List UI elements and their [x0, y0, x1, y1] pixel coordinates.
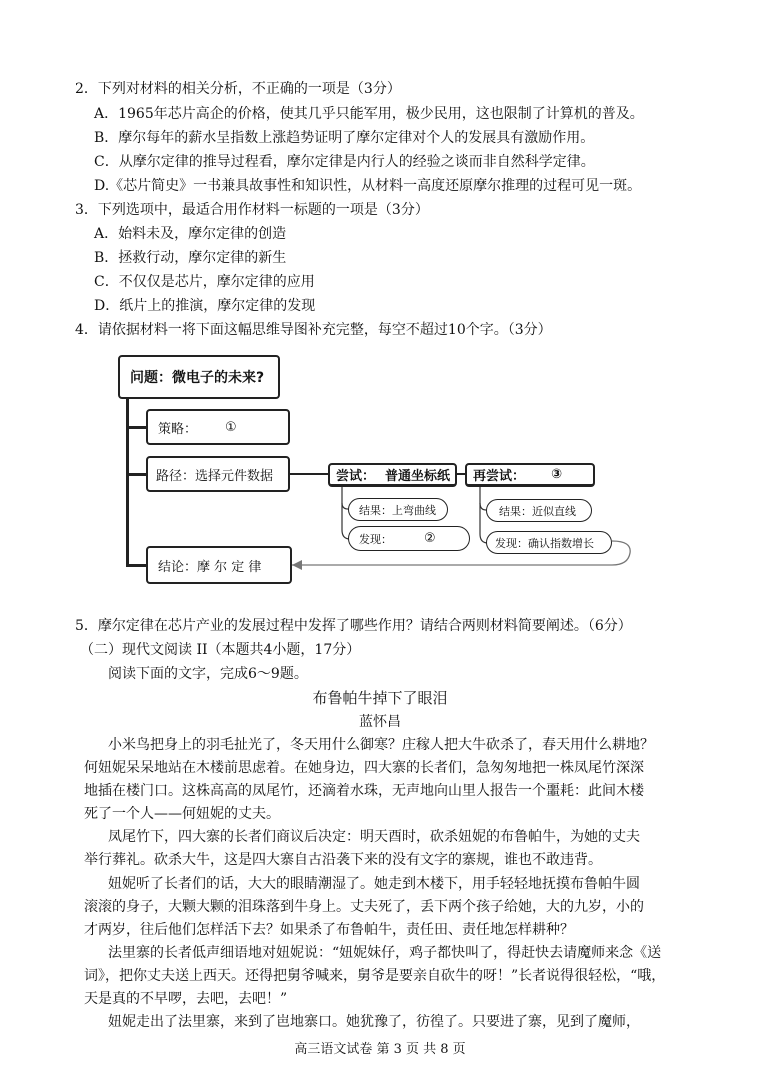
section-heading: （二）现代文阅读 II（本题共4小题，17分）: [80, 642, 361, 658]
find1-label: 发现：: [359, 532, 392, 546]
article-line: 滚滚的身子，大颗大颗的泪珠落到牛身上。丈夫死了，丢下两个孩子给她，大的九岁，小的: [84, 899, 644, 915]
find1-blank-marker: ②: [424, 531, 436, 546]
article-title: 布鲁帕牛掉下了眼泪: [312, 689, 448, 707]
question-4-stem: 4．请依据材料一将下面这幅思维导图补充完整，每空不超过10个字。（3分）: [75, 322, 552, 338]
section-instruction: 阅读下面的文字，完成6～9题。: [108, 666, 308, 682]
article-line: 天是真的不早啰，去吧，去吧！”: [84, 991, 288, 1007]
article-line: 才两岁，往后他们怎样活下去？如果杀了布鲁帕牛，责任田、责任地怎样耕种？: [84, 922, 574, 938]
article-line: 何妞妮呆呆地站在木楼前思虑着。在她身边，四大寨的长者们，急匆匆地把一株凤尾竹深深: [84, 760, 644, 776]
page-footer: 高三语文试卷 第 3 页 共 8 页: [294, 1042, 466, 1057]
article-line: 举行葬礼。砍杀大牛，这是四大寨自古沿袭下来的没有文字的寨规，谁也不敢违背。: [84, 852, 602, 868]
article-line: 妞妮听了长者们的话，大大的眼睛潮湿了。她走到木楼下，用手轻轻地抚摸布鲁帕牛圆: [108, 876, 640, 892]
result2-text: 结果：近似直线: [499, 504, 576, 518]
strategy-label: 策略：: [158, 421, 198, 437]
retry-blank-marker: ③: [551, 467, 563, 482]
question-5-stem: 5．摩尔定律在芯片产业的发展过程中发挥了哪些作用？请结合两则材料简要阐述。（6分）: [75, 618, 632, 634]
article-line: 词》，把你丈夫送上西天。还得把舅爷喊来，舅爷是要亲自砍牛的呀！”长者说得很轻松，“哦，: [84, 968, 666, 984]
strategy-blank-marker: ①: [225, 419, 237, 435]
question-3-option-b: B．拯救行动，摩尔定律的新生: [94, 250, 287, 266]
mindmap-conclusion-box: [146, 546, 292, 584]
mindmap-result2-pill: [486, 499, 592, 522]
mindmap-root-text: 问题：微电子的未来?: [130, 370, 265, 386]
retry-label: 再尝试：: [473, 469, 526, 484]
article-line: 凤尾竹下，四大寨的长者们商议后决定：明天酉时，砍杀妞妮的布鲁帕牛，为她的丈夫: [108, 829, 640, 845]
question-2-stem: 2．下列对材料的相关分析，不正确的一项是（3分）: [75, 81, 401, 97]
try-label: 尝试：: [336, 469, 376, 484]
article-line: 法里寨的长者低声细语地对妞妮说：“妞妮妹仔，鸡子都快叫了，得赶快去请魔师来念《送: [108, 945, 662, 961]
article-line: 地插在楼门口。这株高高的凤尾竹，还滴着水珠，无声地向山里人报告一个噩耗：此间木楼: [84, 783, 644, 799]
path-text: 路径：选择元件数据: [156, 468, 274, 484]
result1-text: 结果：上弯曲线: [359, 503, 436, 517]
question-2-option-c: C．从摩尔定律的推导过程看，摩尔定律是内行人的经验之谈而非自然科学定律。: [94, 154, 595, 170]
question-2-option-a: A．1965年芯片高企的价格，使其几乎只能军用，极少民用，这也限制了计算机的普及。: [94, 106, 644, 122]
question-2-option-b: B．摩尔每年的薪水呈指数上涨趋势证明了摩尔定律对个人的发展具有激励作用。: [94, 130, 595, 146]
question-2-option-d: D.《芯片简史》一书兼具故事性和知识性，从材料一高度还原摩尔推理的过程可见一斑。: [94, 178, 642, 194]
question-3-option-a: A．始料未及，摩尔定律的创造: [94, 226, 287, 242]
conclusion-text: 结论：摩 尔 定 律: [158, 559, 262, 575]
arrow-head-icon: [292, 560, 302, 570]
try-value: 普通坐标纸: [385, 469, 451, 484]
mindmap-result1-pill: [348, 498, 448, 521]
question-3-option-d: D．纸片上的推演，摩尔定律的发现: [94, 298, 316, 314]
article-line: 小米鸟把身上的羽毛扯光了，冬天用什么御寒？庄稼人把大牛砍杀了，春天用什么耕地？: [108, 737, 654, 753]
question-3-stem: 3．下列选项中，最适合用作材料一标题的一项是（3分）: [75, 202, 429, 218]
find2-text: 发现：确认指数增长: [495, 536, 594, 550]
mindmap-find1-pill: [348, 526, 470, 551]
article-author: 蓝怀昌: [359, 714, 401, 730]
article-line: 妞妮走出了法里寨，来到了岜地寨口。她犹豫了，彷徨了。只要进了寨，见到了魔师，: [108, 1014, 640, 1030]
article-line: 死了一个人——何妞妮的丈夫。: [84, 806, 280, 822]
question-3-option-c: C．不仅仅是芯片，摩尔定律的应用: [94, 274, 315, 290]
mindmap-find2-pill: [486, 531, 612, 554]
